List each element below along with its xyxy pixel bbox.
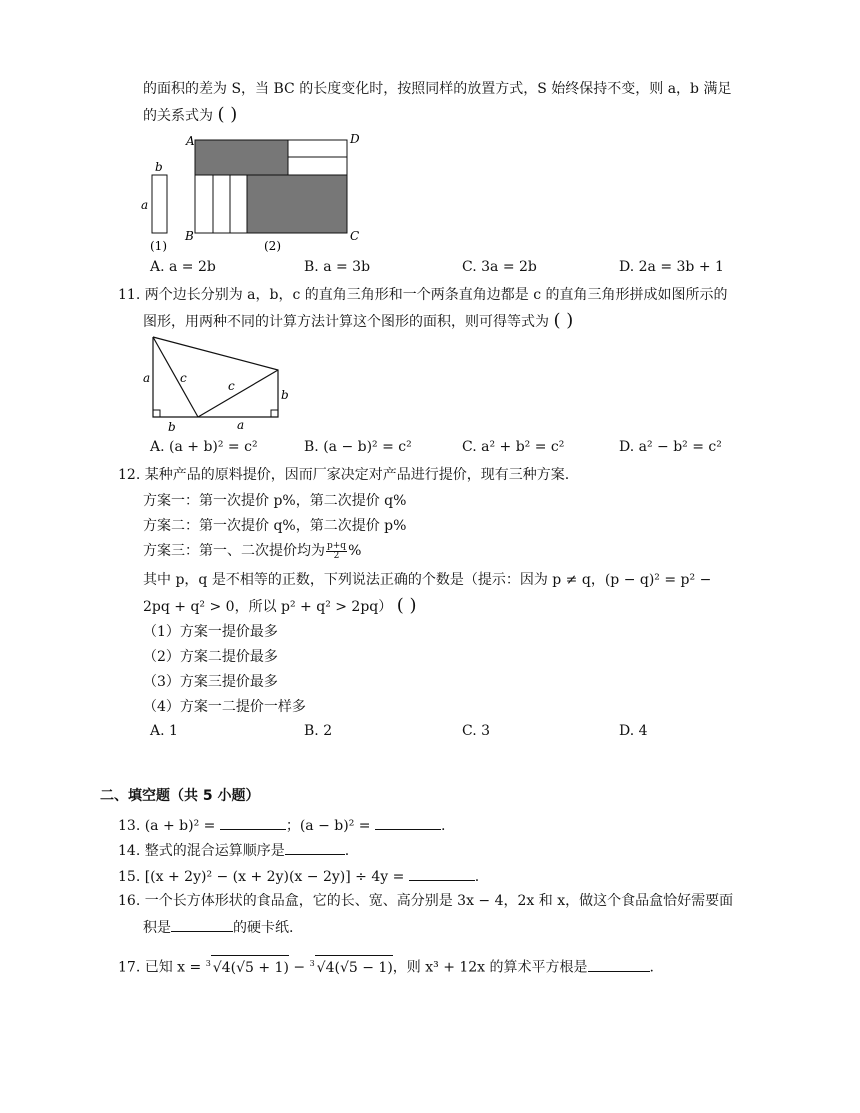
q13-part2: ；(a − b)² = [285, 818, 375, 834]
q11-text-line1: 11. 两个边长分别为 a，b，c 的直角三角形和一个两条直角边都是 c 的直角三角形拼成如图所示的 [118, 287, 728, 303]
q17-part2: ，则 x³ + 12x 的算术平方根是 [392, 959, 588, 976]
fig1-label-b: b [155, 160, 163, 174]
q11-text-line2 [143, 311, 573, 332]
q16-part1: 积是 [143, 920, 171, 936]
q11-figure [138, 332, 298, 436]
q16-line2 [143, 917, 293, 938]
fig1-caption: (1) [150, 239, 167, 253]
q10-answer-paren: ( ) [217, 104, 238, 125]
q10-figure [135, 130, 375, 255]
q17-part1: 17. 已知 x = [118, 959, 206, 976]
q17-part3: . [649, 959, 654, 976]
q12-item-1: （1）方案一提价最多 [143, 624, 278, 640]
q12-plan2: 方案二：第一次提价 q%，第二次提价 p% [143, 518, 407, 534]
fig1-label-a: a [141, 198, 149, 212]
q12-item-2: （2）方案二提价最多 [143, 649, 278, 665]
q14-blank[interactable] [285, 840, 345, 855]
q16-blank[interactable] [171, 917, 233, 932]
q17-minus: − [288, 959, 310, 976]
q12-option-d: D. 4 [619, 723, 648, 739]
q10-option-d: D. 2a = 3b + 1 [619, 259, 724, 275]
fig2-label-C: C [350, 229, 360, 243]
q11-label-a-bottom: a [237, 418, 245, 432]
q12-answer-paren: ( ) [396, 595, 417, 616]
q12-hint-line2 [143, 596, 417, 617]
q14-part1: 14. 整式的混合运算顺序是 [118, 843, 285, 859]
q15-part2: . [474, 869, 480, 885]
q15-part1: 15. [(x + 2y)² − (x + 2y)(x − 2y)] ÷ 4y = [118, 869, 409, 885]
q11-label-b-bottom: b [168, 420, 176, 434]
q14 [118, 840, 349, 861]
q12-plan3 [143, 541, 361, 561]
q12-option-b: B. 2 [304, 723, 333, 739]
q11-label-b-right: b [281, 388, 289, 402]
q11-label-a-left: a [143, 371, 151, 385]
q12-plan1: 方案一：第一次提价 p%，第二次提价 q% [143, 493, 407, 509]
q10-option-b: B. a = 3b [304, 259, 371, 275]
q12-hint-line1: 其中 p，q 是不相等的正数，下列说法正确的个数是（提示：因为 p ≠ q，(p − q)² = p² − [143, 572, 712, 588]
q10-text-line1: 的面积的差为 S，当 BC 的长度变化时，按照同样的放置方式，S 始终保持不变，则 a，b 满足 [143, 81, 732, 97]
q11-option-c: C. a² + b² = c² [462, 439, 565, 455]
q10-option-c: C. 3a = 2b [462, 259, 537, 275]
q11-label-c1: c [180, 371, 187, 385]
q17-blank[interactable] [588, 957, 650, 972]
q12-hint-tail: 2pq + q² > 0，所以 p² + q² > 2pq） [143, 599, 393, 615]
q11-label-c2: c [228, 379, 235, 393]
q12-plan3-prefix: 方案三：第一、二次提价均为 [143, 543, 325, 559]
cube-root-radicand-1: 4(√5 + 1) [221, 959, 289, 976]
q12-option-a: A. 1 [150, 723, 178, 739]
cube-root-index-2: 3 [309, 959, 315, 968]
q10-stem-tail: 的关系式为 [143, 108, 213, 124]
frac-denominator: 2 [333, 550, 340, 561]
cube-root-index-1: 3 [205, 959, 211, 968]
cube-root-1: √4(√5 + 1) [211, 955, 289, 980]
section-title: 二、填空题（共 5 小题） [100, 788, 260, 804]
q10-option-a: A. a = 2b [150, 259, 216, 275]
cube-root-2: √4(√5 − 1) [315, 955, 393, 980]
q15 [118, 866, 479, 887]
q13-blank-1[interactable] [220, 815, 286, 830]
q12-item-4: （4）方案一二提价一样多 [143, 699, 306, 715]
fig2-label-D: D [350, 132, 360, 146]
q11-option-a: A. (a + b)² = c² [150, 439, 258, 455]
q11-answer-paren: ( ) [553, 310, 574, 331]
q12-option-c: C. 3 [462, 723, 491, 739]
fig2-caption: (2) [264, 239, 281, 253]
fig2-label-A: A [186, 134, 195, 148]
q12-stem: 12. 某种产品的原料提价，因而厂家决定对产品进行提价，现有三种方案. [118, 467, 570, 483]
q17 [118, 952, 654, 980]
q13-blank-2[interactable] [375, 815, 441, 830]
fig2-label-B: B [185, 229, 194, 243]
q14-part2: . [344, 843, 350, 859]
q11-option-d: D. a² − b² = c² [619, 439, 722, 455]
q13-part1: 13. (a + b)² = [118, 818, 220, 834]
q13-part3: . [440, 818, 446, 834]
q15-blank[interactable] [409, 866, 475, 881]
q11-stem-tail: 图形，用两种不同的计算方法计算这个图形的面积，则可得等式为 [143, 314, 549, 330]
q13 [118, 815, 445, 836]
q12-item-3: （3）方案三提价最多 [143, 674, 278, 690]
q11-option-b: B. (a − b)² = c² [304, 439, 412, 455]
q16-part2: 的硬卡纸. [233, 920, 294, 936]
q12-plan3-suffix: % [348, 543, 362, 559]
q12-plan3-fraction [326, 542, 347, 561]
cube-root-radicand-2: 4(√5 − 1) [325, 959, 393, 976]
frac-numerator: p+q [327, 540, 347, 551]
q10-text-line2 [143, 105, 237, 126]
q16-line1: 16. 一个长方体形状的食品盒，它的长、宽、高分别是 3x − 4，2x 和 x，做这个食品盒恰好需要面 [118, 893, 734, 909]
